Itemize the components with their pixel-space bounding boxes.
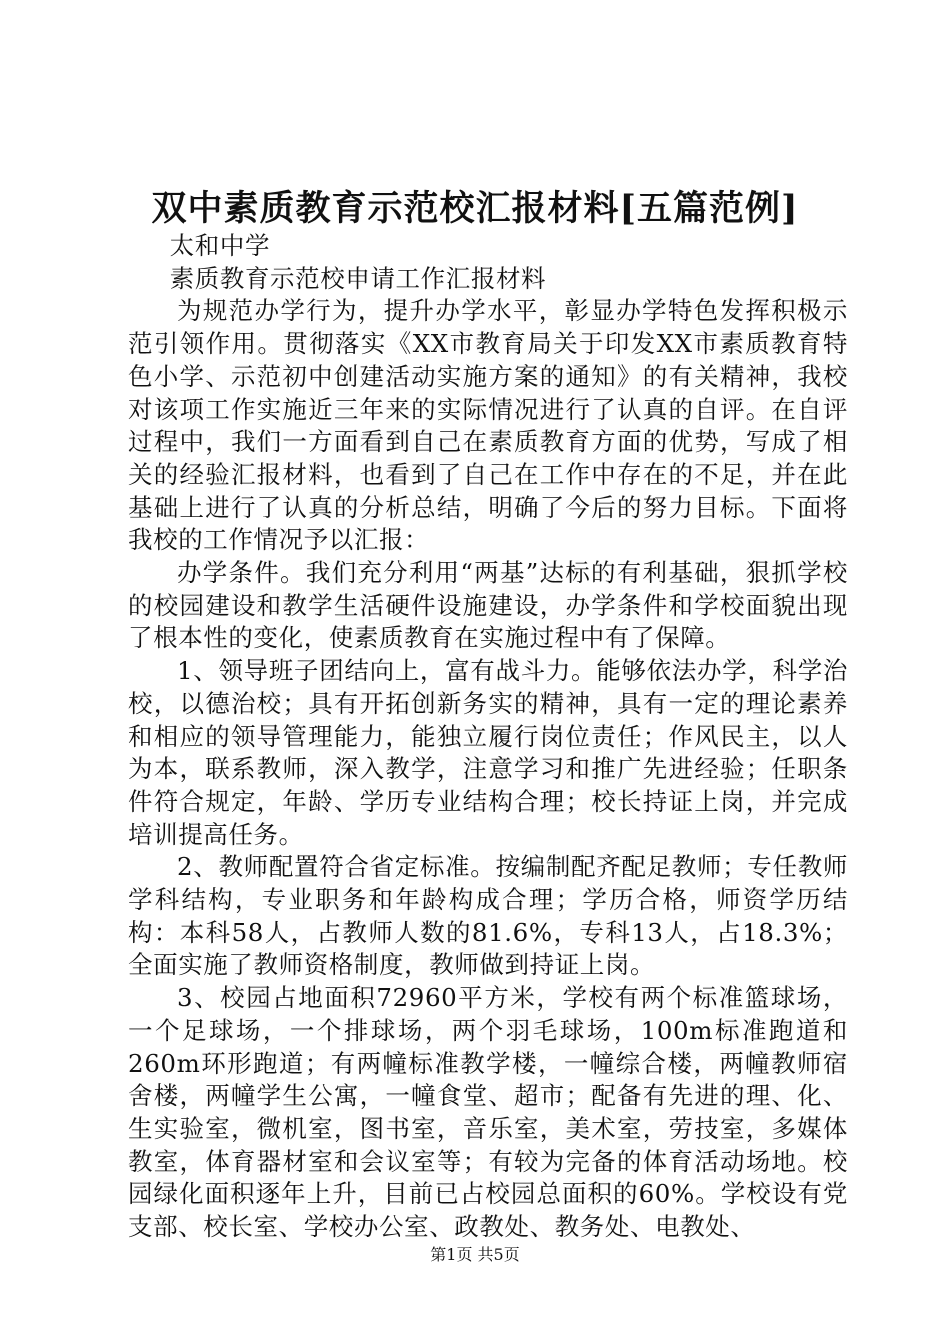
paragraph-campus: 3、校园占地面积72960平方米，学校有两个标准篮球场，一个足球场，一个排球场，两个羽毛球场，100m标准跑道和260m环形跑道；有两幢标准教学楼，一幢综合楼，两幢教师宿舍楼，两幢学生公寓，一幢食堂、超市；配备有先进的理、化、生实验室，微机室，图书室，音乐室，美术室，劳技室，多媒体教室，体育器材室和会议室等；有较为完备的体育活动场地。校园绿化面积逐年上升，目前已占校园总面积的60%。学校设有党支部、校长室、学校办公室、政教处、教务处、电教处、 (128, 983, 848, 1242)
paragraph-leadership: 1、领导班子团结向上，富有战斗力。能够依法办学，科学治校，以德治校；具有开拓创新务实的精神，具有一定的理论素养和相应的领导管理能力，能独立履行岗位责任；作风民主，以人为本，联系教师，深入教学，注意学习和推广先进经验；任职条件符合规定，年龄、学历专业结构合理；校长持证上岗，并完成培训提高任务。 (128, 656, 848, 849)
document-body (128, 230, 848, 1244)
page-number: 第1页 共5页 (430, 1245, 520, 1264)
document-title: 双中素质教育示范校汇报材料[五篇范例] (151, 188, 799, 229)
paragraph-teachers: 2、教师配置符合省定标准。按编制配齐配足教师；专任教师学科结构，专业职务和年龄构成合理；学历合格，师资学历结构：本科58人，占教师人数的81.6%，专科13人，占18.3%；全面实施了教师资格制度，教师做到持证上岗。 (128, 852, 848, 980)
paragraph-intro: 为规范办学行为，提升办学水平，彰显办学特色发挥积极示范引领作用。贯彻落实《XX市教育局关于印发XX市素质教育特色小学、示范初中创建活动实施方案的通知》的有关精神，我校对该项工作实施近三年来的实际情况进行了认真的自评。在自评过程中，我们一方面看到自己在素质教育方面的优势，写成了相关的经验汇报材料，也看到了自己在工作中存在的不足，并在此基础上进行了认真的分析总结，明确了今后的努力目标。下面将我校的工作情况予以汇报： (128, 296, 848, 555)
report-subtitle: 素质教育示范校申请工作汇报材料 (169, 263, 547, 293)
school-name: 太和中学 (169, 231, 271, 260)
paragraph-conditions: 办学条件。我们充分利用“两基”达标的有利基础，狠抓学校的校园建设和教学生活硬件设施建设，办学条件和学校面貌出现了根本性的变化，使素质教育在实施过程中有了保障。 (128, 558, 848, 653)
